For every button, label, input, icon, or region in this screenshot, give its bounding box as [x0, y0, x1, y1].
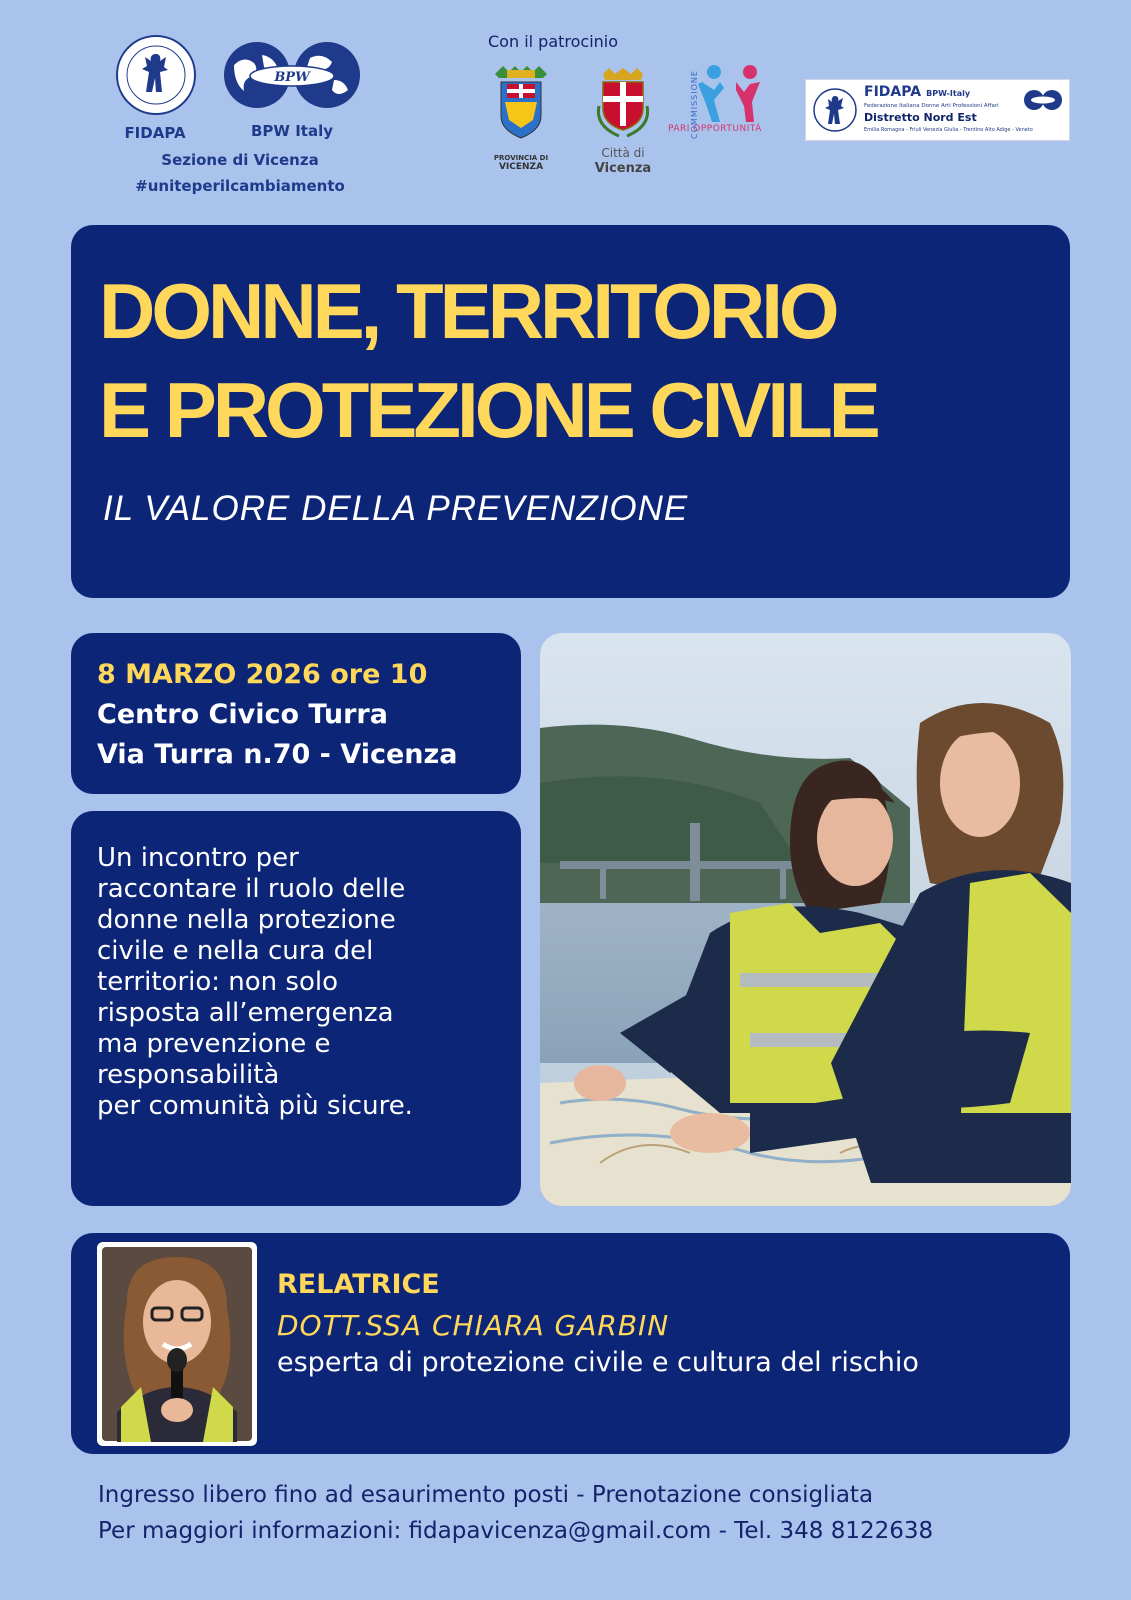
globe-icon [222, 40, 362, 110]
provincia-crest-icon [491, 64, 551, 154]
distretto-federazione: Federazione Italiana Donne Arti Professioni Affari [864, 102, 999, 109]
description-line: responsabilità [97, 1060, 280, 1090]
title-line-1: DONNE, TERRITORIO [99, 267, 836, 355]
description-line: per comunità più sicure. [97, 1091, 413, 1121]
description-line: donne nella protezione [97, 905, 396, 935]
description-panel [71, 811, 521, 1206]
commissione-pari-opportunita-logo [668, 64, 782, 154]
pari-opportunita-label: PARI OPPORTUNITÀ [668, 124, 762, 134]
description-line: territorio: non solo [97, 967, 338, 997]
sezione-label: Sezione di Vicenza [161, 151, 319, 169]
people-icon [694, 64, 774, 126]
winged-figure-icon [126, 42, 186, 108]
event-panel [71, 633, 521, 794]
footer-info-line: Ingresso libero fino ad esaurimento posti - Prenotazione consigliata [98, 1482, 874, 1508]
distretto-name: Distretto Nord Est [864, 110, 977, 124]
commissione-vertical-label: COMMISSIONE [689, 70, 699, 139]
svg-text:BPW: BPW [274, 70, 310, 85]
citta-caption-2 [595, 161, 651, 176]
provincia-caption-1: PROVINCIA DI [493, 154, 549, 162]
distretto-regions: Emilia Romagna - Friuli Venezia Giulia - Trentino Alto Adige - Veneto [864, 126, 1033, 133]
distretto-bpw-label: BPW-Italy [926, 88, 971, 98]
description-line: ma prevenzione e [97, 1029, 331, 1059]
event-place: Centro Civico Turra [97, 699, 388, 730]
event-address: Via Turra n.70 - Vicenza [97, 739, 458, 770]
hashtag-label: #uniteperilcambiamento [135, 177, 345, 195]
event-date: 8 MARZO 2026 ore 10 [97, 659, 428, 690]
speaker-panel [71, 1233, 1070, 1454]
speaker-photo [97, 1242, 257, 1446]
fidapa-small-icon [812, 87, 858, 133]
city-crest-icon [595, 66, 651, 140]
title-panel [71, 225, 1070, 598]
citta-caption-1: Città di [601, 146, 645, 160]
fidapa-logo [116, 35, 196, 115]
fidapa-distretto-logo [805, 79, 1070, 141]
rescue-workers-map-image [540, 633, 1071, 1206]
subtitle: IL VALORE DELLA PREVENZIONE [103, 489, 689, 528]
speaker-portrait-image [97, 1242, 257, 1446]
fidapa-label: FIDAPA [124, 124, 186, 142]
event-photo [540, 633, 1071, 1206]
description-line: Un incontro per [97, 843, 299, 873]
provincia-caption-2: VICENZA [498, 162, 544, 172]
speaker-label: RELATRICE [277, 1269, 440, 1300]
provincia-vicenza-logo [490, 64, 552, 172]
distretto-fidapa-label: FIDAPA [864, 83, 922, 100]
title-line-2: E PROTEZIONE CIVILE [99, 366, 877, 454]
bpw-small-globe-icon [1023, 88, 1063, 112]
citta-caption-2-bold: Vicenza [594, 161, 652, 176]
footer-contact-line: Per maggiori informazioni: fidapavicenza@gmail.com - Tel. 348 8122638 [98, 1518, 934, 1544]
description-text [97, 843, 413, 1122]
bpw-label: BPW Italy [251, 122, 333, 140]
description-line: civile e nella cura del [97, 936, 374, 966]
description-line: risposta all’emergenza [97, 998, 394, 1028]
bpw-logo [222, 40, 362, 110]
description-line: raccontare il ruolo delle [97, 874, 406, 904]
speaker-role: esperta di protezione civile e cultura del rischio [277, 1347, 919, 1378]
citta-vicenza-logo [590, 66, 656, 176]
speaker-name: DOTT.SSA CHIARA GARBIN [277, 1309, 670, 1342]
patrocinio-label: Con il patrocinio [488, 32, 619, 51]
